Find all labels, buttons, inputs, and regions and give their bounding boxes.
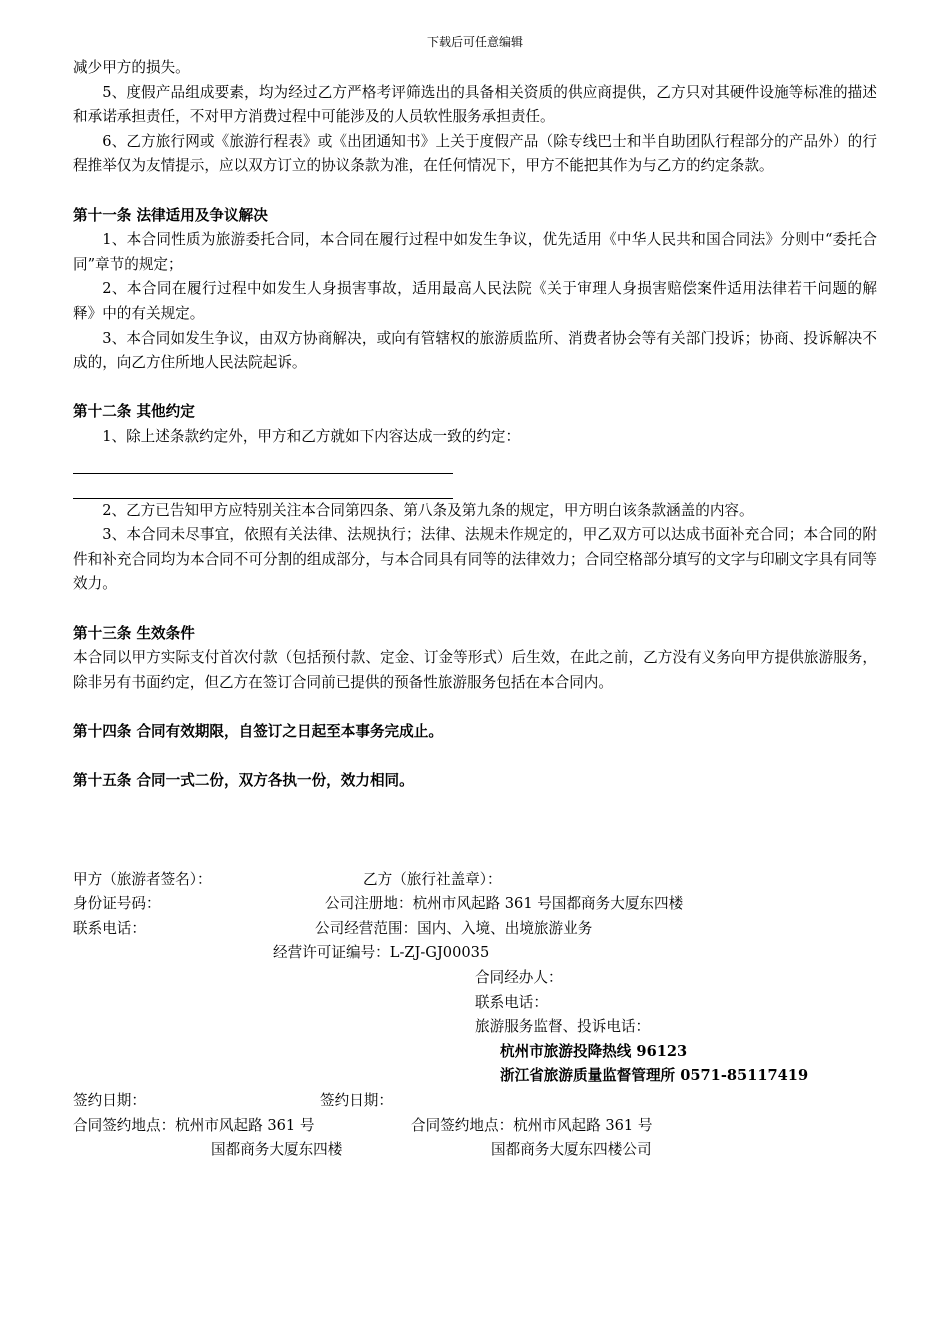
signature-row-phone-b [73,991,877,1016]
party-b-sign-place: 合同签约地点：杭州市风起路 361 号 [411,1116,653,1134]
article-14-title: 第十四条 合同有效期限，自签订之日起至本事务完成止。 [73,723,443,741]
signature-row-parties [73,868,877,893]
article-13-text: 本合同以甲方实际支付首次付款（包括预付款、定金、订金等形式）后生效，在此之前，乙方没有义务向甲方提供旅游服务，除非另有书面约定，但乙方在签订合同前已提供的预备性旅游服务包括在本合同内。 [73,649,877,691]
blank-fill-line-1 [73,450,453,475]
quality-bureau-phone: 浙江省旅游质量监督管理所 0571-85117419 [500,1067,809,1085]
party-a-sign-date-label: 签约日期： [73,1091,146,1109]
license-number: 经营许可证编号：L-ZJ-GJ00035 [273,944,490,962]
signature-row-id [73,892,877,917]
page-header-note: 下载后可任意编辑 [426,35,523,49]
signature-row-bureau [73,1064,877,1089]
signature-row-license [73,941,877,966]
article-11-item-3: 3、本合同如发生争议，由双方协商解决，或向有管辖权的旅游质监所、消费者协会等有关部门投诉；协商、投诉解决不成的，向乙方住所地人民法院起诉。 [73,329,877,372]
tourism-hotline: 杭州市旅游投降热线 96123 [500,1042,688,1060]
article-11-title: 第十一条 法律适用及争议解决 [73,206,268,224]
intro-paragraph-6: 6、乙方旅行网或《旅游行程表》或《出团通知书》上关于度假产品（除专线巴士和半自助团队行程部分的产品外）的行程推举仅为友情提示，应以双方订立的协议条款为准，在任何情况下，甲方不能把其作为与乙方的约定条款。 [73,132,877,175]
signature-row-phone [73,917,877,942]
signature-row-date [73,1089,877,1114]
party-a-sign-place: 合同签约地点：杭州市风起路 361 号 [73,1116,315,1134]
party-b-sign-date-label: 签约日期： [320,1091,393,1109]
contract-body [73,56,877,1163]
registered-address: 公司注册地：杭州市风起路 361 号国都商务大厦东四楼 [325,895,684,913]
article-11-item-2: 2、本合同在履行过程中如发生人身损害事故，适用最高人民法院《关于审理人身损害赔偿案件适用法律若干问题的解释》中的有关规定。 [73,280,877,322]
party-b-label: 乙方（旅行社盖章）： [363,870,502,888]
party-b-phone-label: 联系电话： [475,993,548,1011]
article-12-item-2: 2、乙方已告知甲方应特别关注本合同第四条、第八条及第九条的规定，甲方明白该条款涵盖的内容。 [102,501,754,519]
contract-agent-label: 合同经办人： [475,968,563,986]
article-13-title: 第十三条 生效条件 [73,624,195,642]
signature-row-place [73,1114,877,1139]
blank-fill-line-2 [73,474,453,499]
signature-row-supervise [73,1015,877,1040]
article-12-item-1: 1、除上述条款约定外，甲方和乙方就如下内容达成一致的约定： [102,427,521,445]
complaint-phone-label: 旅游服务监督、投诉电话： [475,1018,651,1036]
party-a-sign-place-cont: 国都商务大厦东四楼 [211,1141,343,1159]
signature-row-agent [73,966,877,991]
article-12-item-3: 3、本合同未尽事宜，依照有关法律、法规执行；法律、法规未作规定的，甲乙双方可以达成书面补充合同；本合同的附件和补充合同均为本合同不可分割的组成部分，与本合同具有同等的法律效力；合同空格部分填写的文字与印刷文字具有同等效力。 [73,526,877,593]
party-b-sign-place-cont: 国都商务大厦东四楼公司 [491,1141,652,1159]
business-scope: 公司经营范围：国内、入境、出境旅游业务 [315,919,593,937]
signature-row-hotline [73,1040,877,1065]
article-15-title: 第十五条 合同一式二份，双方各执一份，效力相同。 [73,772,414,790]
article-12-title: 第十二条 其他约定 [73,403,195,421]
signature-row-place-cont [73,1138,877,1163]
party-a-phone-label: 联系电话： [73,919,146,937]
party-a-label: 甲方（旅游者签名）： [73,870,212,888]
article-11-item-1: 1、本合同性质为旅游委托合同，本合同在履行过程中如发生争议，优先适用《中华人民共和国合同法》分则中“委托合同”章节的规定； [73,231,877,273]
intro-paragraph-5: 5、度假产品组成要素，均为经过乙方严格考评筛选出的具备相关资质的供应商提供，乙方只对其硬件设施等标准的描述和承诺承担责任，不对甲方消费过程中可能涉及的人员软性服务承担责任。 [73,83,877,126]
id-number-label: 身份证号码： [73,895,161,913]
intro-paragraph-0: 减少甲方的损失。 [73,59,190,76]
